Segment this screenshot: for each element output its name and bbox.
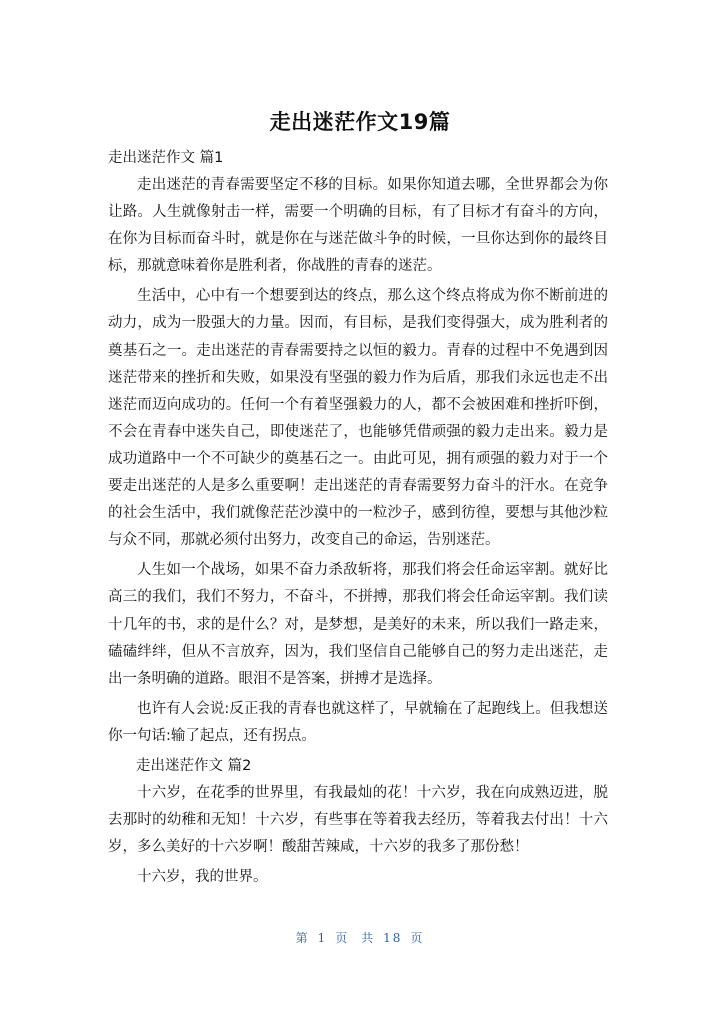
paragraph: 也许有人会说:反正我的青春也就这样了，早就输在了起跑线上。但我想送你一句话:输了起点，还有拐点。 xyxy=(108,700,608,744)
page-footer xyxy=(0,929,720,946)
paragraph: 人生如一个战场，如果不奋力杀敌斩将，那我们将会任命运宰割。就好比高三的我们，我们不努力，不奋斗，不拼搏，那我们将会任命运宰割。我们读十几年的书，求的是什么？对，是梦想，是美好的未来，所以我们一路走来，磕磕绊绊，但从不言放弃，因为，我们坚信自己能够自己的努力走出迷茫，走出一条明确的道路。眼泪不是答案，拼搏才是选择。 xyxy=(108,562,608,687)
section-heading: 走出迷茫作文 篇2 xyxy=(136,757,252,774)
paragraph: 走出迷茫的青春需要坚定不移的目标。如果你知道去哪，全世界都会为你让路。人生就像射击一样，需要一个明确的目标，有了目标才有奋斗的方向，在你为目标而奋斗时，就是你在与迷茫做斗争的时候，一旦你达到你的最终目标，那就意味着你是胜利者，你战胜的青春的迷茫。 xyxy=(108,177,608,275)
document-title: 走出迷茫作文19篇 xyxy=(269,110,451,134)
paragraph: 十六岁，在花季的世界里，有我最灿的花！十六岁，我在向成熟迈进，脱去那时的幼稚和无知！十六岁，有些事在等着我去经历，等着我去付出！十六岁，多么美好的十六岁啊！酸甜苦辣咸，十六岁的我多了那份愁！ xyxy=(108,784,608,856)
footer-page-suffix: 页 xyxy=(410,931,425,945)
footer-page-word: 第 xyxy=(295,931,310,945)
footer-total-pages: 18 xyxy=(383,931,403,945)
section-2 xyxy=(108,754,608,891)
document-body xyxy=(108,146,608,894)
footer-page-number: 1 xyxy=(317,931,328,945)
section-1 xyxy=(108,146,608,750)
paragraph: 生活中，心中有一个想要到达的终点，那么这个终点将成为你不断前进的动力，成为一股强大的力量。因而，有目标，是我们变得强大，成为胜利者的奠基石之一。走出迷茫的青春需要持之以恒的毅力。青春的过程中不免遇到因迷茫带来的挫折和失败，如果没有坚强的毅力作为后盾，那我们永远也走不出迷茫而迈向成功的。任何一个有着坚强毅力的人，都不会被困难和挫折吓倒，不会在青春中迷失自己，即使迷茫了，也能够凭借顽强的毅力走出来。毅力是成功道路中一个不可缺少的奠基石之一。由此可见，拥有顽强的毅力对于一个要走出迷茫的人是多么重要啊！走出迷茫的青春需要努力奋斗的汗水。在竞争的社会生活中，我们就像茫茫沙漠中的一粒沙子，感到彷徨，要想与其他沙粒与众不同，那就必须付出努力，改变自己的命运，告别迷茫。 xyxy=(108,288,608,549)
section-heading: 走出迷茫作文 篇1 xyxy=(108,150,224,166)
paragraph: 十六岁，我的世界。 xyxy=(137,869,268,886)
footer-page-separator: 页 共 xyxy=(335,931,376,945)
